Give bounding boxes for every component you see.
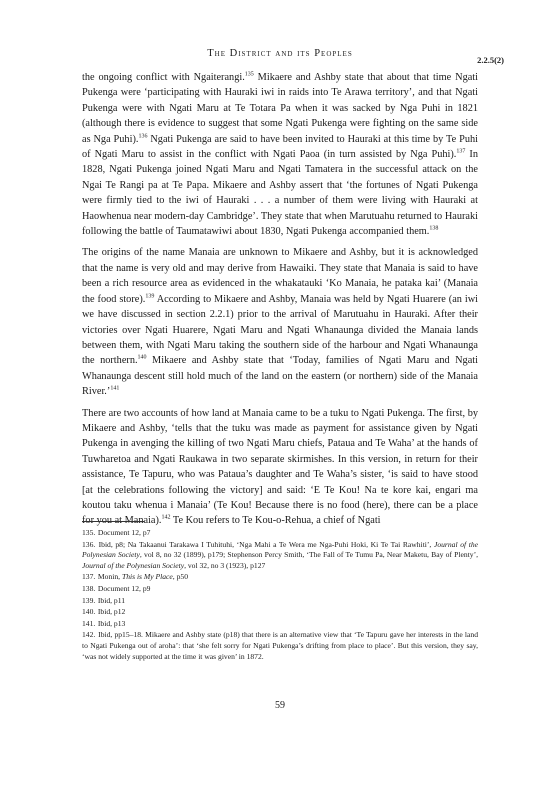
- footnote: [82, 630, 478, 662]
- footnote-ref: 135: [244, 71, 254, 78]
- text-run: Ibid, p8; Na Takaanui Tarakawa I Tuhituhi, ‘Nga Mahi a Te Wera me Nga-Puhi Hoki, Ki Te Tai Rawhiti’,: [98, 539, 434, 549]
- text-run: Mikaere and Ashby state that ‘Today, families of Ngati Maru and Ngati Whanaunga descent still hold much of the land on the eastern (or northern) side of the Manaia River.’: [82, 355, 478, 398]
- footnotes: [82, 528, 478, 663]
- italic-title: This is My Place: [121, 572, 173, 582]
- text-run: Ibid, p11: [97, 595, 126, 605]
- footnote-ref: 137: [456, 148, 466, 155]
- text-run: Document 12, p7: [97, 528, 151, 537]
- text-run: Monin,: [97, 572, 122, 582]
- footnote-number: 141.: [82, 618, 96, 628]
- footnote-number: 138.: [82, 583, 96, 593]
- footnote-number: 137.: [82, 572, 96, 582]
- page-number: 59: [275, 700, 285, 711]
- footnote-number: 139.: [82, 595, 96, 605]
- text-run: Document 12, p9: [97, 583, 151, 593]
- text-run: Ibid, pp15–18. Mikaere and Ashby state (p18) that there is an alternative view that ‘Te Tapuru gave her interests in the land to Ngati Pukenga out of aroha’: that ‘she felt sorry for Ngati Pukenga’s drifting from place to place’. But this version, they say, ‘was not widely supported at the time it was given’ in 1872.: [82, 630, 478, 661]
- running-head: The District and its Peoples: [207, 48, 353, 59]
- footnote-ref: 138: [429, 225, 439, 232]
- text-run: The origins of the name Manaia are unknown to Mikaere and Ashby, but it is acknowledged that the name is very old and may derive from Hawaiki. They state that Manaia is said to have been a rich resource area as evidenced in the whakatauki ‘Ko Manaia, he pataka kai’ (Manaia the food store).: [82, 247, 478, 305]
- text-run: , vol 8, no 32 (1899), p179; Stephenson Percy Smith, ‘The Fall of Te Tumu Pa, Near Maketu, Bay of Plenty’,: [139, 550, 478, 560]
- text-run: In 1828, Ngati Pukenga joined Ngati Maru and Ngati Tamatera in the successful attack on the Ngai Te Rangi pa at Te Papa. Mikaere and Ashby assert that ‘the fortunes of Ngati Pukenga were firmly tied to the iwi of Hauraki . . . a number of them were living with Hauraki at Haowhenua near modern-day Cambridge’. They state that when Marutuahu returned to Hauraki following the battle of Taumatawiwi about 1830, Ngati Pukenga accompanied them.: [82, 149, 478, 238]
- footnote-ref: 139: [145, 293, 155, 300]
- text-run: According to Mikaere and Ashby, Manaia was held by Ngati Huarere (an iwi we have discussed in section 2.2.1) prior to the arrival of Marutuahu in Hauraki. After their victories over Ngati Huarere, Ngati Maru and Ngati Whanaunga divided the Manaia lands between them, with Ngati Maru taking the southern side of the harbour and Ngati Whanaunga the northern.: [82, 293, 479, 367]
- italic-title: Journal of the Polynesian Society: [82, 560, 185, 570]
- footnote: [82, 596, 478, 607]
- body-text: [82, 70, 478, 535]
- text-run: Mikaere and Ashby state that about that time Ngati Pukenga were ‘participating with Hauraki iwi in raids into Te Arawa territory’, and that Ngati Pukenga were with Ngati Maru at Te Totara Pa when it was sacked by Nga Puhi in 1821 (although there is evidence to suggest that some Ngati Pukenga were fighting on the same side as Nga Puhi).: [82, 72, 479, 145]
- footnote-ref: 142: [161, 514, 171, 521]
- text-run: , p50: [172, 572, 188, 582]
- footnote: [82, 619, 478, 630]
- section-number: 2.2.5(2): [477, 55, 504, 65]
- footnote: [82, 540, 478, 572]
- footnote: [82, 607, 478, 618]
- paragraph-2: [82, 245, 478, 399]
- text-run: There are two accounts of how land at Manaia came to be a tuku to Ngati Pukenga. The first, by Mikaere and Ashby, ‘tells that the tuku was made as payment for assistance given by Ngati Pukenga in avenging the killing of two Ngati Maru chiefs, Pataua and Te Waha’ at the hands of Tuwharetoa and Ngati Raukawa in two separate skirmishes. In this version, in return for their assistance, Te Tapuru, who was Pataua’s daughter and Te Waha’s sister, ‘is said to have stood [at the celebrations following the victory] and said: ‘E Te Kou! Na te kore kai, engari ma koutou taku whenua i Manaia’ (Te Kou! Because there is no food (here), there can be a place for you at Manaia).: [82, 407, 478, 527]
- footnote-number: 140.: [82, 607, 96, 617]
- footnote-number: 142.: [82, 630, 96, 640]
- text-run: Ngati Pukenga are said to have been invited to Hauraki at this time by Te Puhi of Ngati Maru to assist in the conflict with Ngati Paoa (in turn assisted by Nga Puhi).: [82, 133, 478, 161]
- footnote-ref: 140: [137, 354, 147, 361]
- footnote-ref: 136: [138, 133, 148, 140]
- footnote-number: 136.: [82, 539, 96, 549]
- footnote: [82, 584, 478, 595]
- footnote-ref: 141: [110, 385, 120, 392]
- text-run: , vol 32, no 3 (1923), p127: [184, 560, 266, 570]
- text-run: Ibid, p12: [97, 607, 126, 617]
- italic-title: Journal of the Polynesian Society: [82, 539, 478, 560]
- text-run: the ongoing conflict with Ngaiterangi.: [82, 72, 245, 83]
- paragraph-1: [82, 70, 478, 239]
- footnote: [82, 528, 478, 539]
- text-run: Ibid, p13: [97, 618, 126, 628]
- paragraph-3: [82, 406, 478, 529]
- footnote-rule: [82, 521, 144, 522]
- footnote-number: 135.: [82, 528, 96, 537]
- footnote: [82, 572, 478, 583]
- text-run: Te Kou refers to Te Kou-o-Rehua, a chief of Ngati: [170, 515, 381, 527]
